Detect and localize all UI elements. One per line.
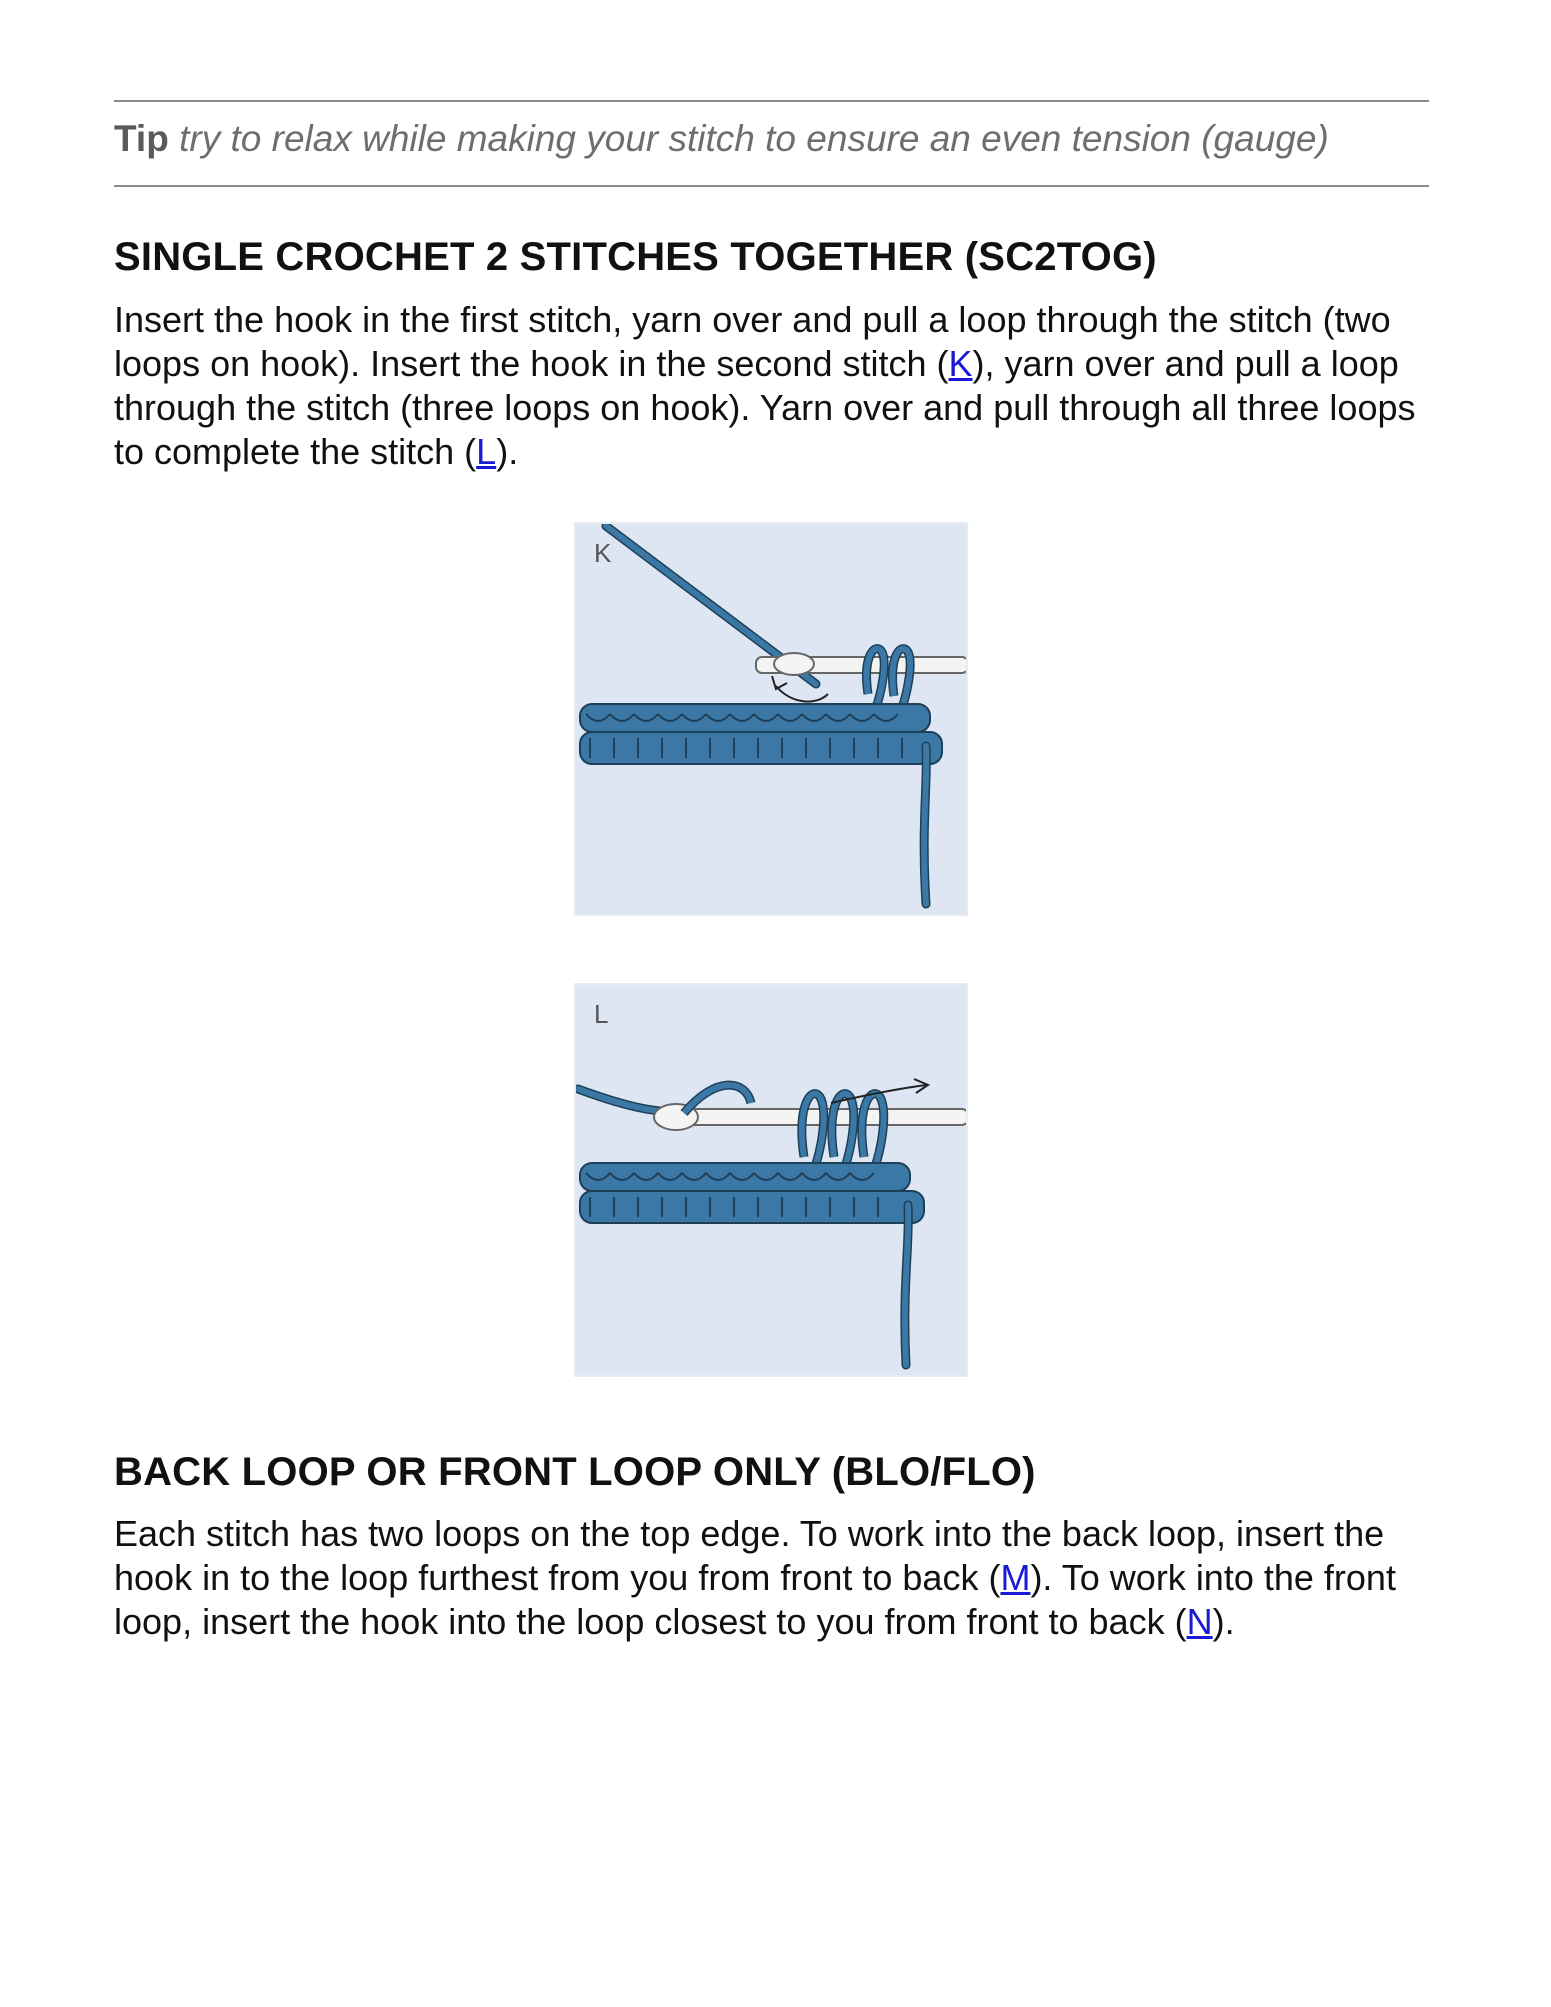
figure-link-m[interactable]: M: [1000, 1557, 1031, 1598]
crochet-illustration-l: [576, 985, 966, 1375]
paragraph-text: ), yarn over and pull a loop through the stitch (three loops on hook). Yarn over and pull through all three loops to complete the stitch (: [114, 343, 1416, 472]
paragraph-text: Each stitch has two loops on the top edge. To work into the back loop, insert the hook in to the loop furthest from you from front to back (: [114, 1513, 1385, 1598]
tip-label: Tip: [114, 118, 169, 159]
paragraph-text: ).: [496, 431, 519, 472]
section-paragraph-blo-flo: [114, 1512, 1444, 1644]
tip-text: try to relax while making your stitch to ensure an even tension (gauge): [179, 118, 1329, 159]
figure-letter-k: K: [594, 538, 612, 568]
section-heading-sc2tog: SINGLE CROCHET 2 STITCHES TOGETHER (SC2TOG): [114, 235, 1157, 279]
paragraph-text: ). To work into the front loop, insert the hook into the loop closest to you from front to back (: [114, 1557, 1396, 1642]
top-rule: [114, 100, 1429, 102]
tip-bottom-rule: [114, 185, 1429, 187]
figure-k: [574, 522, 968, 916]
figure-link-n[interactable]: N: [1186, 1601, 1213, 1642]
figure-link-l[interactable]: L: [476, 431, 497, 472]
figure-l: [574, 983, 968, 1377]
paragraph-text: ).: [1212, 1601, 1235, 1642]
figure-letter-l: L: [594, 999, 609, 1029]
section-heading-blo-flo: BACK LOOP OR FRONT LOOP ONLY (BLO/FLO): [114, 1450, 1036, 1494]
paragraph-text: Insert the hook in the first stitch, yarn over and pull a loop through the stitch (two loops on hook). Insert the hook in the second stitch (: [114, 299, 1391, 384]
figure-link-k[interactable]: K: [948, 343, 973, 384]
crochet-illustration-k: [576, 524, 966, 914]
section-paragraph-sc2tog: [114, 298, 1444, 474]
tip-line: [114, 118, 1329, 160]
